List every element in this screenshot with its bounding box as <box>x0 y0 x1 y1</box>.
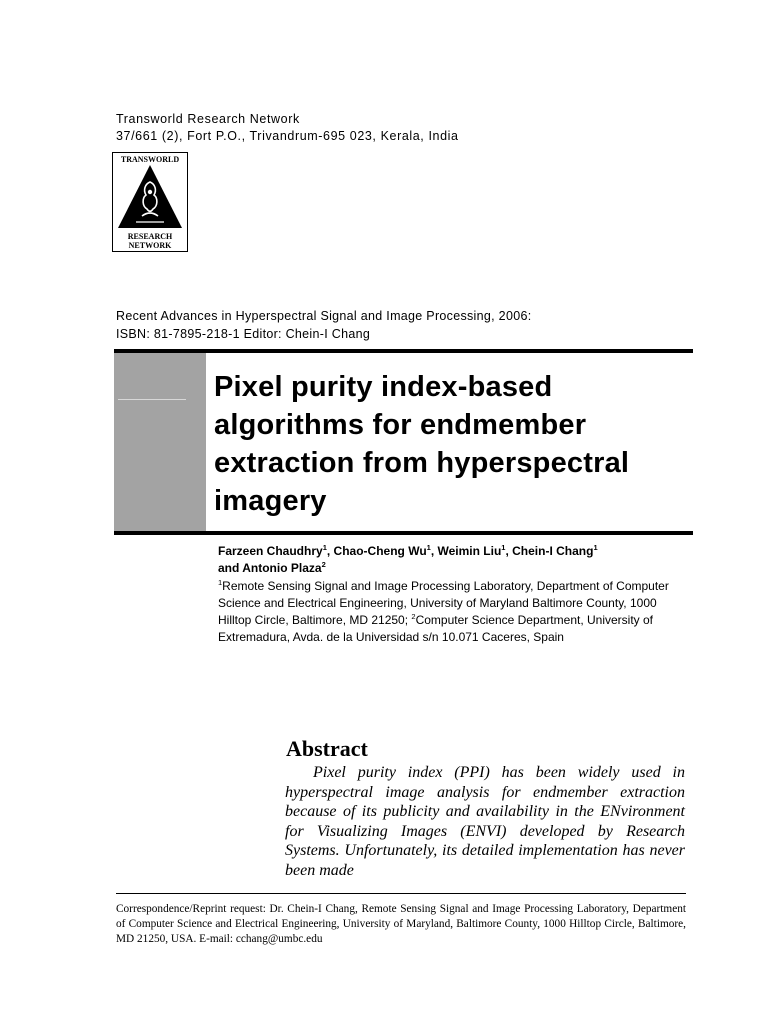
publisher-name: Transworld Research Network <box>116 112 300 126</box>
book-info <box>116 307 531 343</box>
author-name: Chao-Cheng Wu <box>333 544 427 558</box>
transworld-logo <box>112 152 188 252</box>
abstract-text: Pixel purity index (PPI) has been widely used in hyperspectral image analysis for endmember extraction because of its publicity and availability in the ENvironment for Visualizing Images (ENVI) developed by Research Systems. Unfortunately, its detailed implementation has never been made <box>285 764 685 879</box>
publisher-address: 37/661 (2), Fort P.O., Trivandrum-695 023, Kerala, India <box>116 129 459 143</box>
affiliations: $^1$Remote Sensing Signal and Image Processing Laboratory, Department of Computer Science and Electrical Engineering, University of Maryland Baltimore County, 1000 Hilltop Circle, Baltimore, MD 21250; $^2$Computer Science Department, University of Extremadura, Avda. de la Universidad s/n 10.071 Caceres, Spain <box>218 578 669 644</box>
book-title: Recent Advances in Hyperspectral Signal and Image Processing, 2006: <box>116 309 532 323</box>
paper-title: Pixel purity index-based algorithms for endmember extraction from hyperspectral imagery <box>214 371 630 517</box>
author-name: Weimin Liu <box>437 544 502 558</box>
side-block-line <box>118 399 186 400</box>
affiliation-1: Remote Sensing Signal and Image Processing Laboratory, Department of Computer Science and Electrical Engineering, University of Maryland Baltimore County, 1000 Hilltop Circle, Baltimore, MD 21250; <box>218 579 669 627</box>
logo-text-top: TRANSWORLD <box>120 155 180 164</box>
footnote-rule <box>116 893 686 894</box>
book-isbn: ISBN: 81-7895-218-1 Editor: Chein-I Chang <box>116 327 371 341</box>
author-list: Farzeen Chaudhry$^1$, Chao-Cheng Wu$^1$, Weimin Liu$^1$, Chein-I Chang$^1$ and Antonio Plaza$^2$ <box>218 543 598 575</box>
abstract-heading: Abstract <box>286 736 368 761</box>
title-rule-bottom <box>114 531 693 535</box>
author-name: and Antonio Plaza <box>218 561 322 575</box>
author-name: Farzeen Chaudhry <box>218 544 323 558</box>
author-name: Chein-I Chang <box>512 544 594 558</box>
logo-text-bottom-1: RESEARCH <box>127 232 173 241</box>
affiliation-2: Computer Science Department, University of Extremadura, Avda. de la Universidad s/n 10.071 Caceres, Spain <box>218 613 654 644</box>
publisher-block <box>116 111 459 145</box>
correspondence-footnote: Correspondence/Reprint request: Dr. Chein-I Chang, Remote Sensing Signal and Image Processing Laboratory, Department of Computer Science and Electrical Engineering, University of Maryland, Baltimore County, 1000 Hilltop Circle, Baltimore, MD 21250, USA. E-mail: cchang@umbc.edu <box>116 903 686 945</box>
title-side-block <box>114 353 206 531</box>
logo-text-bottom-2: NETWORK <box>128 241 172 250</box>
